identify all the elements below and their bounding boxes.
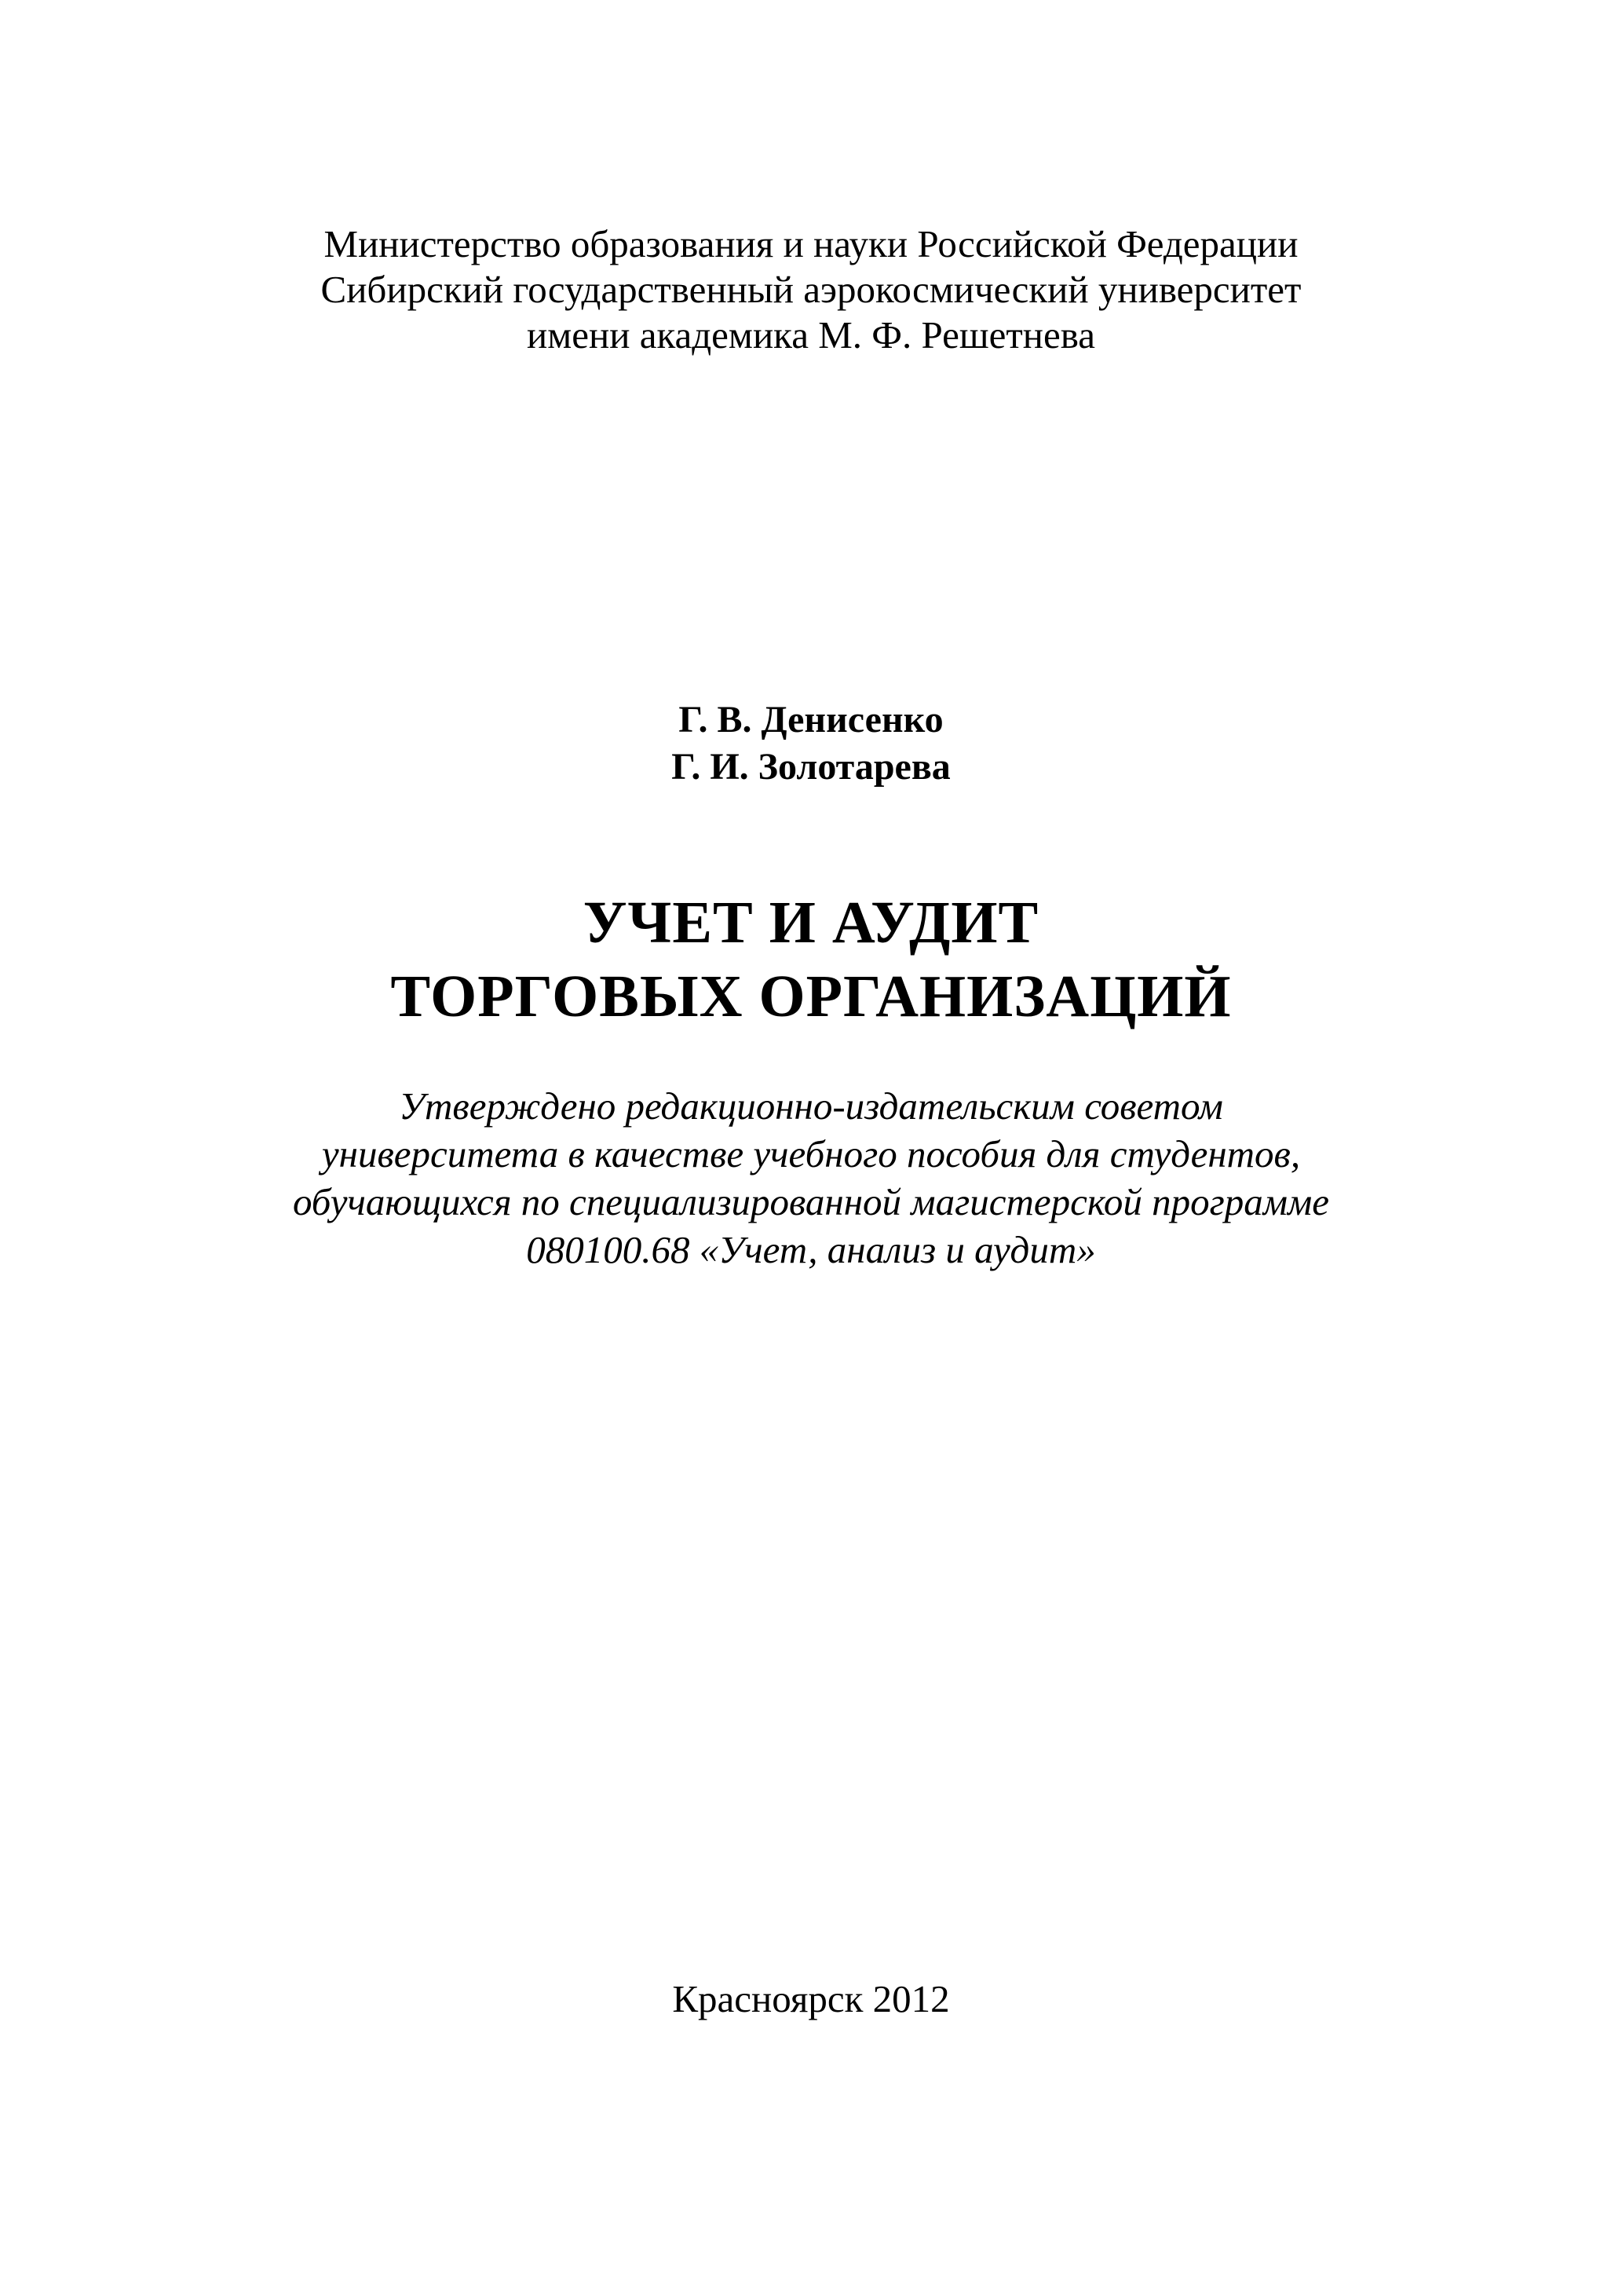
author-name: Г. И. Золотарева bbox=[671, 746, 951, 788]
ministry-line: Министерство образования и науки Российской Федерации bbox=[323, 222, 1299, 265]
authors bbox=[0, 696, 1622, 791]
title-line: ТОРГОВЫХ ОРГАНИЗАЦИЙ bbox=[390, 963, 1232, 1029]
approval-line: 080100.68 «Учет, анализ и аудит» bbox=[526, 1228, 1096, 1271]
approval-note bbox=[0, 1082, 1622, 1274]
place-year-text: Красноярск 2012 bbox=[672, 1977, 950, 2020]
title-line: УЧЕТ И АУДИТ bbox=[583, 890, 1039, 956]
approval-line: обучающихся по специализированной магистерской программе bbox=[292, 1180, 1330, 1223]
university-line: Сибирский государственный аэрокосмический университет bbox=[320, 268, 1302, 311]
place-and-year bbox=[0, 1976, 1622, 2023]
author-name: Г. В. Денисенко bbox=[678, 699, 944, 740]
approval-line: Утверждено редакционно-издательским советом bbox=[399, 1084, 1223, 1128]
document-title bbox=[0, 886, 1622, 1033]
institution-header bbox=[0, 221, 1622, 358]
university-namesake-line: имени академика М. Ф. Решетнева bbox=[527, 313, 1095, 356]
approval-line: университета в качестве учебного пособия для студентов, bbox=[321, 1132, 1301, 1175]
